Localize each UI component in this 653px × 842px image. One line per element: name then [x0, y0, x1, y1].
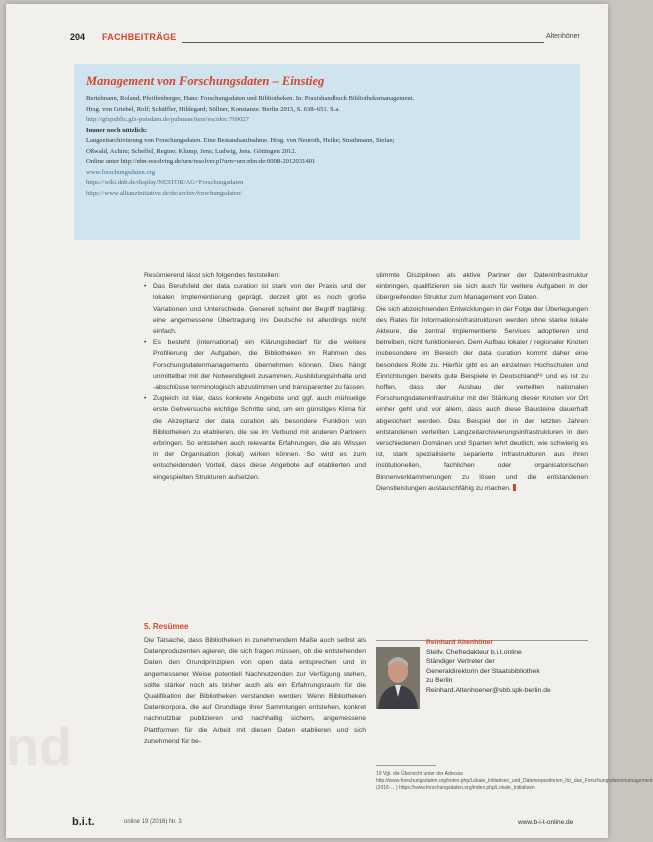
page	[6, 4, 653, 838]
journal-logo: b.i.t.	[72, 816, 95, 828]
author-photo	[376, 647, 420, 709]
reference-link[interactable]: https://www.allianzinitiative.de/de/archiv/forschungsdaten/	[86, 189, 242, 197]
reference-line: Online unter http://nbn-resolving.de/urn/resolver.pl?urn=urn:nbn:de:0008-2012031401	[86, 158, 316, 165]
bullet-item: • Das Berufsfeld der data curation ist stark von der Praxis und der lokalen Implementierung geprägt, derzeit gibt es noch große Variationen und Unterschiede. Generell scheint der Begriff tragfähig: eine angemessene Übertragung ins Deutsche ist allerdings nicht einfach.	[144, 281, 366, 337]
bullet-item: • Es besteht (international) ein Klärungsbedarf für die weitere Profilierung der Aufgaben, die Bibliotheken im Rahmen des Forschungsdatenmanagements übernehmen können. Dies hängt unmittelbar mit der Notwendigkeit zusammen, Ausbildungsinhalte und -abschlüsse terminologisch abzustimmen und transparenter zu fassen.	[144, 337, 366, 393]
left-column	[144, 270, 366, 483]
section-label: FACHBEITRÄGE	[102, 32, 177, 42]
author-email: Reinhard.Altenhoener@sbb.spk-berlin.de	[426, 686, 551, 694]
paragraph-text: Die sich abzeichnenden Entwicklungen in der Folge der Überlegungen des Rates für Informationsinfrastrukturen werden ohne starke lokale Akteure, die zentral implementierte Services adoptieren und betreiben, nicht funktionieren. Dem Aufbau lokaler / regionaler Knoten insbesondere im Bereich der data curation kommt daher eine besondere Rolle zu. Hierfür gibt es an einzelnen Hochschulen und Einrichtungen bereits gute Beispiele in Deutschland¹⁹ und es ist zu hoffen, dass der Ausbau der verteilten nationalen Forschungsdateninfrastruktur mit der Stärkung dieser Knoten vor Ort einher geht und vor allem, dass auch diese Bausteine dauerhaft abgesichert werden. Das Beispiel der in der letzten Jahren entstandenen verteilten Langzeitarchivierungsinfrastrukturen in den verschiedenen Domänen und Sparten lehrt deutlich, wie schwierig es ist, stark spezialisierte separierte Infrastrukturen aus ihren institutionellen, fachlichen oder organisatorischen Binnenverklammerungen zu lösen und die entstandenen Dienstleistungen austauschfähig zu machen.	[376, 305, 588, 492]
reference-link[interactable]: http://gfzpublic.gfz-potsdam.de/pubman/item/escidoc:769027	[86, 116, 249, 123]
bleed-through-text: nd	[6, 717, 72, 777]
bio-line: Stellv. Chefredakteur b.i.t.online	[426, 648, 522, 656]
right-column	[376, 270, 588, 494]
reference-line: Bertelmann, Roland; Pfeiffenberger, Hans: Forschungsdaten und Bibliotheken. In: Praxishandbuch Bibliotheksmanagement.	[86, 95, 415, 102]
intro-text: Resümierend lässt sich folgendes feststellen:	[144, 272, 281, 279]
info-box-body	[86, 94, 574, 199]
author-name: Reinhard Altenhöner	[426, 639, 493, 646]
footnote-rule	[376, 765, 436, 766]
bio-line: zu Berlin	[426, 677, 453, 684]
bullet-item: • Zugleich ist klar, dass konkrete Angebote und ggf. auch mühselige erste Gehversuche wichtige Schritte sind, um ein günstiges Klima für die Akzeptanz der data curation als besondere Funktion von Bibliotheken zu etablieren, die sie im Verbund mit anderen Partnern erbringen. So entstehen auch relevante Erfahrungen, die als Wissen in der Organisation (lokal) wirken können. So wird es zum entscheidenden Vorteil, dass diese Angebote auf etablierten und eingespielten Strukturen aufsetzen.	[144, 393, 366, 483]
reference-line: Langzeitarchivierung von Forschungsdaten. Eine Bestandsaufnahme. Hrsg. von Neuroth, Heike; Strathmann, Stefan;	[86, 137, 395, 144]
reference-line: Immer noch nützlich:	[86, 126, 148, 134]
footnote: 19 Vgl. die Übersicht unter der Adresse http://www.forschungsdaten.org/index.php/Lokale_Initiativen_und_Datenrepositorien_für_das_Forschungsdatenmanagement (2016-... ) https://www.forschungsdaten.org/index.php/Lokale_Initiativen	[376, 771, 653, 791]
end-mark	[513, 484, 516, 491]
header-rule	[182, 42, 544, 43]
reference-line: Oßwald, Achim; Scheffel, Regine; Klump, Jens; Ludwig, Jens. Göttingen 2012.	[86, 147, 297, 155]
info-box-title: Management von Forschungsdaten – Einstieg	[86, 74, 325, 88]
summary-paragraph: Die Tatsache, dass Bibliotheken in zunehmendem Maße auch selbst als Datenproduzenten agieren, die sich fragen müssen, ob die entstehenden Daten den Grundprinzipien von open data entsprechen und in angemessener Weise potentiell Nachnutzenden zur Verfügung stehen, sollte stärker noch als bisher auch als ein Erfahrungsraum für die Qualifikation der Bibliotheken verstanden werden: Wenn Bibliotheken Datenkorpora, die auf Grundlage ihrer Sammlungen entstehen, konkret nachnutzbar publizieren und nachhaltig sichern, angemessene Plattformen für die Arbeit mit diesen Daten etablieren und sich zunehmend für be-	[144, 637, 366, 745]
bio-line: Generaldirektorin der Staatsbibliothek	[426, 667, 540, 675]
author-bio	[426, 638, 594, 695]
paragraph	[376, 304, 588, 494]
footer-url: www.b-i-t-online.de	[518, 819, 574, 826]
section-text	[144, 635, 366, 747]
paragraph: stimmte Disziplinen als aktive Partner der Dateninfrastruktur einbringen, qualifizieren sie sich auch für weitere Aufgaben in der übergreifenden Struktur zum Management von Daten.	[376, 272, 588, 302]
running-author: Altenhöner	[546, 33, 580, 40]
section-heading: 5. Resümee	[144, 622, 189, 631]
reference-link[interactable]: www.forschungsdaten.org	[86, 168, 156, 176]
bio-line: Ständiger Vertreter der	[426, 658, 495, 665]
reference-link[interactable]: https://wiki.dnb.de/display/NESTOR/AG+Forschungsdaten	[86, 179, 244, 186]
info-box	[74, 64, 580, 240]
issue-info: online 19 (2016) Nr. 3	[124, 819, 182, 825]
page-number: 204	[70, 32, 86, 42]
reference-line: Hrsg. von Griebel, Rolf; Schäffler, Hildegard; Söllner, Konstanze. Berlin 2015, S. 638–651. S.a.	[86, 105, 340, 113]
